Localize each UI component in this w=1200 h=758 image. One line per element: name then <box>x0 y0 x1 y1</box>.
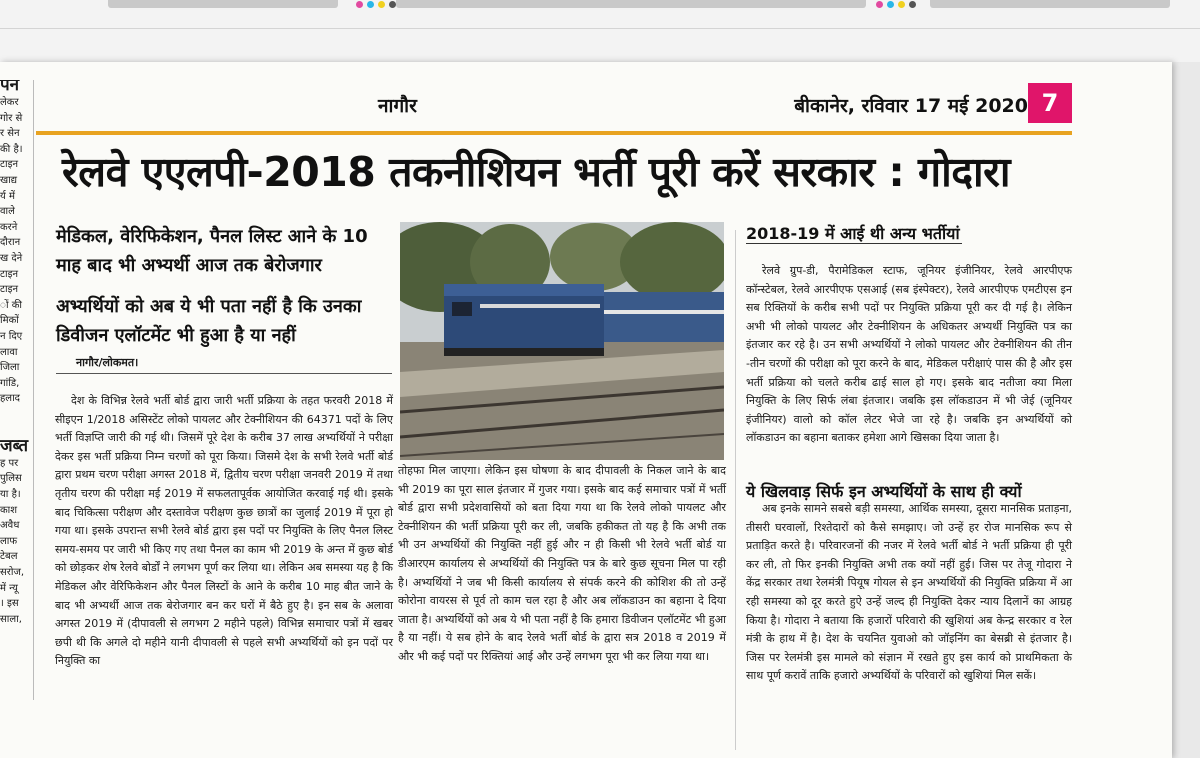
byline: नागौर/लोकमत। <box>76 356 139 369</box>
section-a-text: रेलवे ग्रुप-डी, पैरामेडिकल स्टाफ, जूनियर इंजीनियर, रेलवे आरपीएफ कॉन्स्टेबल, रेलवे आरपीएफ एसआई (सब इंस्पेक्टर), रेलवे आरपीएफ एमटीएस इन सब रिक्तियों के करीब सभी पदों पर नियुक्ति प्रक्रिया पूरी कर दी गई है। लेकिन अभी भी लोको पायलट और टेक्नीशियन के अधिकतर अभ्यर्थी नियुक्ति पत्र का इंतजार कर रहे है। उन सभी अभ्यर्थियों ने लोको पायलट और टेक्नीशियन की तीन -तीन चरणों की परीक्षा को पूरा करने के बाद, मेडिकल परीक्षाएं पास की है और इस भर्ती प्रक्रिया को चलते करीब ढाई साल हो गए। इसके बाद नतीजा क्या मिला नियुक्ति के लिए सिर्फ लंबा इंतजार। जबकि इस लॉकडाउन में भी जेई (जूनियर इंजीनियर) वालो को कॉल लेटर भेजे जा रहे है। जबकि इन अभ्यर्थियों को लॉकडाउन का बहाना बताकर हमेशा आगे खिसका दिया जाता है। <box>746 264 1072 445</box>
registration-dots <box>876 1 916 8</box>
section-a-rule <box>746 243 962 244</box>
section-a-body <box>746 262 1072 448</box>
previous-fragment: अवैध <box>0 520 20 532</box>
print-mark-bar <box>930 0 1170 8</box>
previous-fragment: पुलिस <box>0 473 22 485</box>
divider <box>0 28 1200 29</box>
dateline: बीकानेर, रविवार 17 मई 2020 <box>794 95 1028 117</box>
masthead-rule <box>36 131 1072 135</box>
previous-fragment: न दिए <box>0 330 23 342</box>
section-a-heading: 2018-19 में आई थी अन्य भर्तीयां <box>746 224 960 243</box>
coach <box>604 292 724 342</box>
train-photo-illustration <box>400 222 724 460</box>
previous-heading-top: पन <box>0 80 20 95</box>
locomotive-roof <box>444 284 604 296</box>
subheadline-2: अभ्यर्थियों को अब ये भी पता नहीं है कि उनका डिवीजन एलॉटमेंट भी हुआ है या नहीं <box>56 296 362 346</box>
previous-fragment: में न्यू <box>0 582 18 594</box>
column-divider <box>735 230 736 750</box>
previous-fragment: । इस <box>0 598 19 610</box>
previous-fragment: टाइन <box>0 159 19 171</box>
train-photo <box>400 222 724 460</box>
previous-fragment: मिकों <box>0 315 19 327</box>
section-name: नागौर <box>378 95 417 117</box>
loco-stripe <box>480 304 600 308</box>
previous-fragment: लाफ <box>0 535 18 547</box>
previous-fragment: ह पर <box>0 457 19 469</box>
previous-fragment: र्य में <box>0 190 15 202</box>
previous-article-column <box>0 80 34 700</box>
loco-window <box>452 302 472 316</box>
previous-fragments-bottom <box>0 456 33 628</box>
headline: रेलवे एएलपी-2018 तकनीशियन भर्ती पूरी करें सरकार : गोदारा <box>62 148 1010 196</box>
article-column-1 <box>55 392 393 671</box>
registration-dots <box>356 1 396 8</box>
previous-fragment: जिला <box>0 362 20 374</box>
previous-fragment: गांडि, <box>0 377 20 389</box>
previous-fragment: र सेन <box>0 128 20 140</box>
previous-fragment: की है। <box>0 143 23 155</box>
print-mark-bar <box>396 0 866 8</box>
viewer-top-strip <box>0 0 1200 62</box>
byline-rule <box>56 373 392 374</box>
previous-fragment: टाइन <box>0 284 19 296</box>
previous-fragment: टाइन <box>0 268 19 280</box>
previous-heading-bottom: जब्त <box>0 435 29 456</box>
bogie <box>444 348 604 356</box>
page-number-badge: 7 <box>1028 83 1072 123</box>
previous-fragment: साला, <box>0 613 22 625</box>
section-b-text: अब इनके सामने सबसे बड़ी समस्या, आर्थिक समस्या, दूसरा मानसिक प्रताड़ना, तीसरी घरवालों, रिश्तेदारों को कैसे समझाए। जो उन्हें हर रोज मानसिक रूप से प्रताड़ित करते है। परिवारजनों की नजर में रेलवे भर्ती बोर्ड ने भर्ती प्रक्रिया ही पूरी कर ली, तो फिर इनकी नियुक्ति अभी तक क्यों नहीं हुई। जिस पर तेजू गोदारा ने केंद्र सरकार तथा रेलमंत्री पियूष गोयल से इन अभ्यर्थियों की नियुक्ति प्रक्रिया में आ रही समस्या को दूर करते हुऐ उन्हें जल्द ही नियुक्ति देकर न्याय दिलानें का आग्रह किया है। गोदारा ने बताया कि हजारों परिवारो की खुशियां अब केन्द्र सरकार व रेल मंत्री के हाथ में है। देश के चयनित युवाओ को जॉइनिंग का बेसब्री से इंतजार है। जिस पर रेलमंत्री इस मामले को संज्ञान में रखते हुए इस कार्य को प्राथमिकता के साथ पूर्ण करावें ताकि हजारो अभ्यर्थियों के परिवारों को खुशियां मिल सकें। <box>746 502 1072 683</box>
coach-stripe <box>604 310 724 314</box>
column-1-text: देश के विभिन्न रेलवे भर्ती बोर्ड द्वारा जारी भर्ती प्रक्रिया के तहत फरवरी 2018 में सीइएन 1/2018 असिस्टेंट लोको पायलट और टेक्नीशियन की 64371 पदों के लिए भर्ती विज्ञप्ति जारी की गई थी। जिसमें पूरे देश के करीब 37 लाख अभ्यर्थियों ने परीक्षा देकर इस भर्ती प्रक्रिया निम्न चरणों को पूरा किया। जिसमे देश के सभी रेलवे भर्ती बोर्ड द्वारा प्रथम चरण परीक्षा अगस्त 2018 में, द्वितीय चरण परीक्षा जनवरी 2019 में तथा तृतीय चरण की परीक्षा मई 2019 में सफलतापूर्वक आयोजित करवाई गई थी। इसके बाद चिकित्सा परीक्षण और दस्तावेज परीक्षण कुछ छात्रों का जुलाई 2019 में पूरा हो गया था। इसके उपरान्त सभी रेलवे बोर्ड द्वारा इस पदों पर नियुक्ति के लिए पैनल लिस्ट समय-समय पर जारी भी किए गए तथा पैनल का काम भी 2019 के अन्त में कुछ बोर्ड को छोड़कर शेष रेलवे बोर्डों ने लगभग पूर्ण कर लिया था। लेकिन अब समस्या यह है कि मेडिकल और वेरिफिकेशन और पैनल लिस्टों के आने के करीब 10 माह बीत जाने के बाद भी अभ्यर्थी आज तक बेरोजगार बन कर घरों में बैठे हुए है। इन सब के अलावा अगस्त 2019 में (दीपावली से लगभग 2 महीने पहले) विभिन्न समाचार पत्रों में खबर छपी थी कि अगले दो महीने यानी दीपावली से पहले सभी अभ्यर्थियों को इन पदों पर नियुक्ति का <box>55 394 394 668</box>
previous-fragment: करने <box>0 221 18 233</box>
article-column-2: तोहफा मिल जाएगा। लेकिन इस घोषणा के बाद दीपावली के निकल जाने के बाद भी 2019 का पूरा साल इंतजार में गुजर गया। इसके बाद कई समाचार पत्रों में भर्ती बोर्ड द्वारा सभी प्रदेशवासियों को बता दिया गया था कि रेलवे लोको पायलट और टेक्नीशियन की भर्ती प्रक्रिया पूरी कर ली, जबकि हकीकत तो यह है कि अभी तक भी उन अभ्यर्थियों की नियुक्ति नहीं हुई और न ही किसी भी रेलवे भर्ती बोर्ड या डीआरएम कार्यालय से अभ्यर्थियों की नियुक्ति पत्र के बारे कुछ सूचना मिल पा रही है। अभ्यर्थियों ने जब भी किसी कार्यालय से संपर्क करने की कोशिश की तो उन्हें कोरोना वायरस से पूर्व तो काम चल रहा है और अब लॉकडाउन का बहाना दे दिया जाता है। अभ्यर्थियों को अब ये भी पता नहीं है कि हमारा डिवीजन एलॉटमेंट भी हुआ है या नहीं। ये सब होने के बाद रेलवे भर्ती बोर्ड के द्वारा सत्र 2018 व 2019 में और भी कई पदों पर रिक्तियां आई और उन्हें लगभग पूरा भी कर लिया गया था। <box>398 464 726 663</box>
print-mark-bar <box>108 0 338 8</box>
section-b-body <box>746 500 1072 686</box>
previous-fragment: टेबल <box>0 551 18 563</box>
previous-fragment: लावा <box>0 346 18 358</box>
previous-fragment: ों की <box>0 299 22 311</box>
previous-fragment: दौरान <box>0 237 21 249</box>
subheadline-1: मेडिकल, वेरिफिकेशन, पैनल लिस्ट आने के 10 माह बाद भी अभ्यर्थी आज तक बेरोजगार <box>56 226 368 276</box>
previous-fragment: वाले <box>0 206 15 218</box>
previous-fragment: लेकर <box>0 97 19 108</box>
previous-fragment: हलाद <box>0 393 20 405</box>
previous-fragment: काश <box>0 504 18 516</box>
section-b-heading: ये खिलवाड़ सिर्फ इन अभ्यर्थियों के साथ ही क्यों <box>746 482 1022 501</box>
previous-fragment: खाद्य <box>0 174 18 186</box>
previous-fragment: ख देने <box>0 252 23 264</box>
previous-fragment: सरोज, <box>0 567 25 579</box>
previous-fragment: या है। <box>0 489 21 501</box>
previous-fragments-top <box>0 95 33 407</box>
previous-fragment: गोर से <box>0 112 23 124</box>
